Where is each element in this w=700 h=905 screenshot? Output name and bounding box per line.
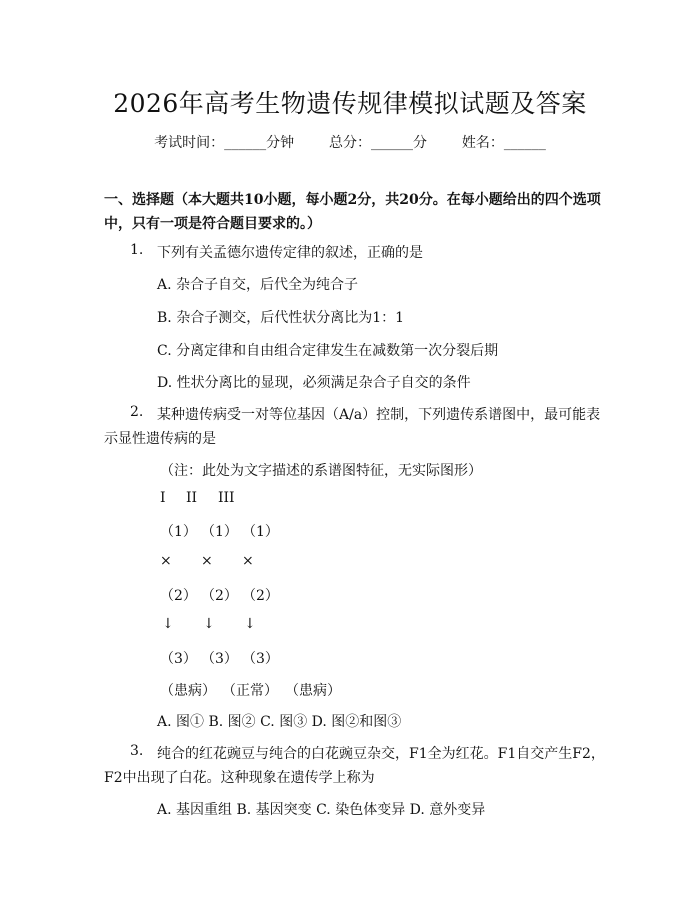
score-label: 总分：	[329, 135, 371, 151]
question-stem-line1: 纯合的红花豌豆与纯合的白花豌豆杂交，F1全为红花。F1自交产生F2，	[157, 746, 605, 762]
question-options: A. 图① B. 图② C. 图③ D. 图②和图③	[157, 714, 402, 730]
question-options: A. 基因重组 B. 基因突变 C. 染色体变异 D. 意外变异	[157, 802, 486, 818]
pedigree-note: （注：此处为文字描述的系谱图特征，无实际图形）	[160, 463, 482, 479]
option-c: C. 分离定律和自由组合定律发生在减数第一次分裂后期	[157, 343, 499, 359]
pedigree-individual: （1）	[242, 524, 279, 540]
phenotype-status: （患病）	[160, 683, 216, 699]
generation-label: III	[218, 490, 235, 506]
phenotype-status: （患病）	[285, 683, 341, 699]
down-arrow-icon: ↓	[244, 616, 256, 632]
cross-symbol: ×	[242, 553, 254, 569]
name-label: 姓名：	[461, 135, 504, 151]
pedigree-individual: （2）	[242, 588, 279, 604]
down-arrow-icon: ↓	[203, 616, 215, 632]
time-label: 考试时间：	[154, 135, 225, 151]
pedigree-individual: （1）	[201, 524, 238, 540]
question-stem-line2: 示显性遗传病的是	[104, 431, 216, 447]
score-blank: ______分	[371, 135, 427, 151]
time-blank: ______分钟	[224, 135, 295, 151]
generation-label: I	[160, 490, 166, 506]
question-number: 3.	[130, 743, 144, 759]
generation-label: II	[186, 490, 198, 506]
name-blank: ______	[503, 135, 546, 151]
pedigree-individual: （3）	[160, 651, 197, 667]
pedigree-individual: （3）	[242, 651, 279, 667]
question-stem-line2: F2中出现了白花。这种现象在遗传学上称为	[104, 770, 375, 786]
pedigree-individual: （1）	[160, 524, 197, 540]
option-a: A. 杂合子自交，后代全为纯合子	[157, 277, 359, 293]
section-heading: 一、选择题（本大题共10小题，每小题2分，共20分。在每小题给出的四个选项中，只有一项是符合题目要求的。）	[104, 192, 601, 232]
phenotype-status: （正常）	[222, 683, 278, 699]
pedigree-individual: （2）	[201, 588, 238, 604]
option-d: D. 性状分离比的显现，必须满足杂合子自交的条件	[157, 375, 471, 391]
question-number: 1.	[130, 242, 144, 258]
pedigree-individual: （3）	[201, 651, 238, 667]
cross-symbol: ×	[160, 553, 172, 569]
exam-meta	[0, 132, 700, 152]
question-stem: 下列有关孟德尔遗传定律的叙述，正确的是	[157, 245, 423, 261]
page-title: 2026年高考生物遗传规律模拟试题及答案	[113, 89, 587, 118]
cross-symbol: ×	[201, 553, 213, 569]
option-b: B. 杂合子测交，后代性状分离比为1：1	[157, 310, 405, 326]
pedigree-individual: （2）	[160, 588, 197, 604]
down-arrow-icon: ↓	[162, 616, 174, 632]
question-number: 2.	[130, 404, 144, 420]
question-stem-line1: 某种遗传病受一对等位基因（A/a）控制，下列遗传系谱图中，最可能表	[157, 407, 601, 423]
